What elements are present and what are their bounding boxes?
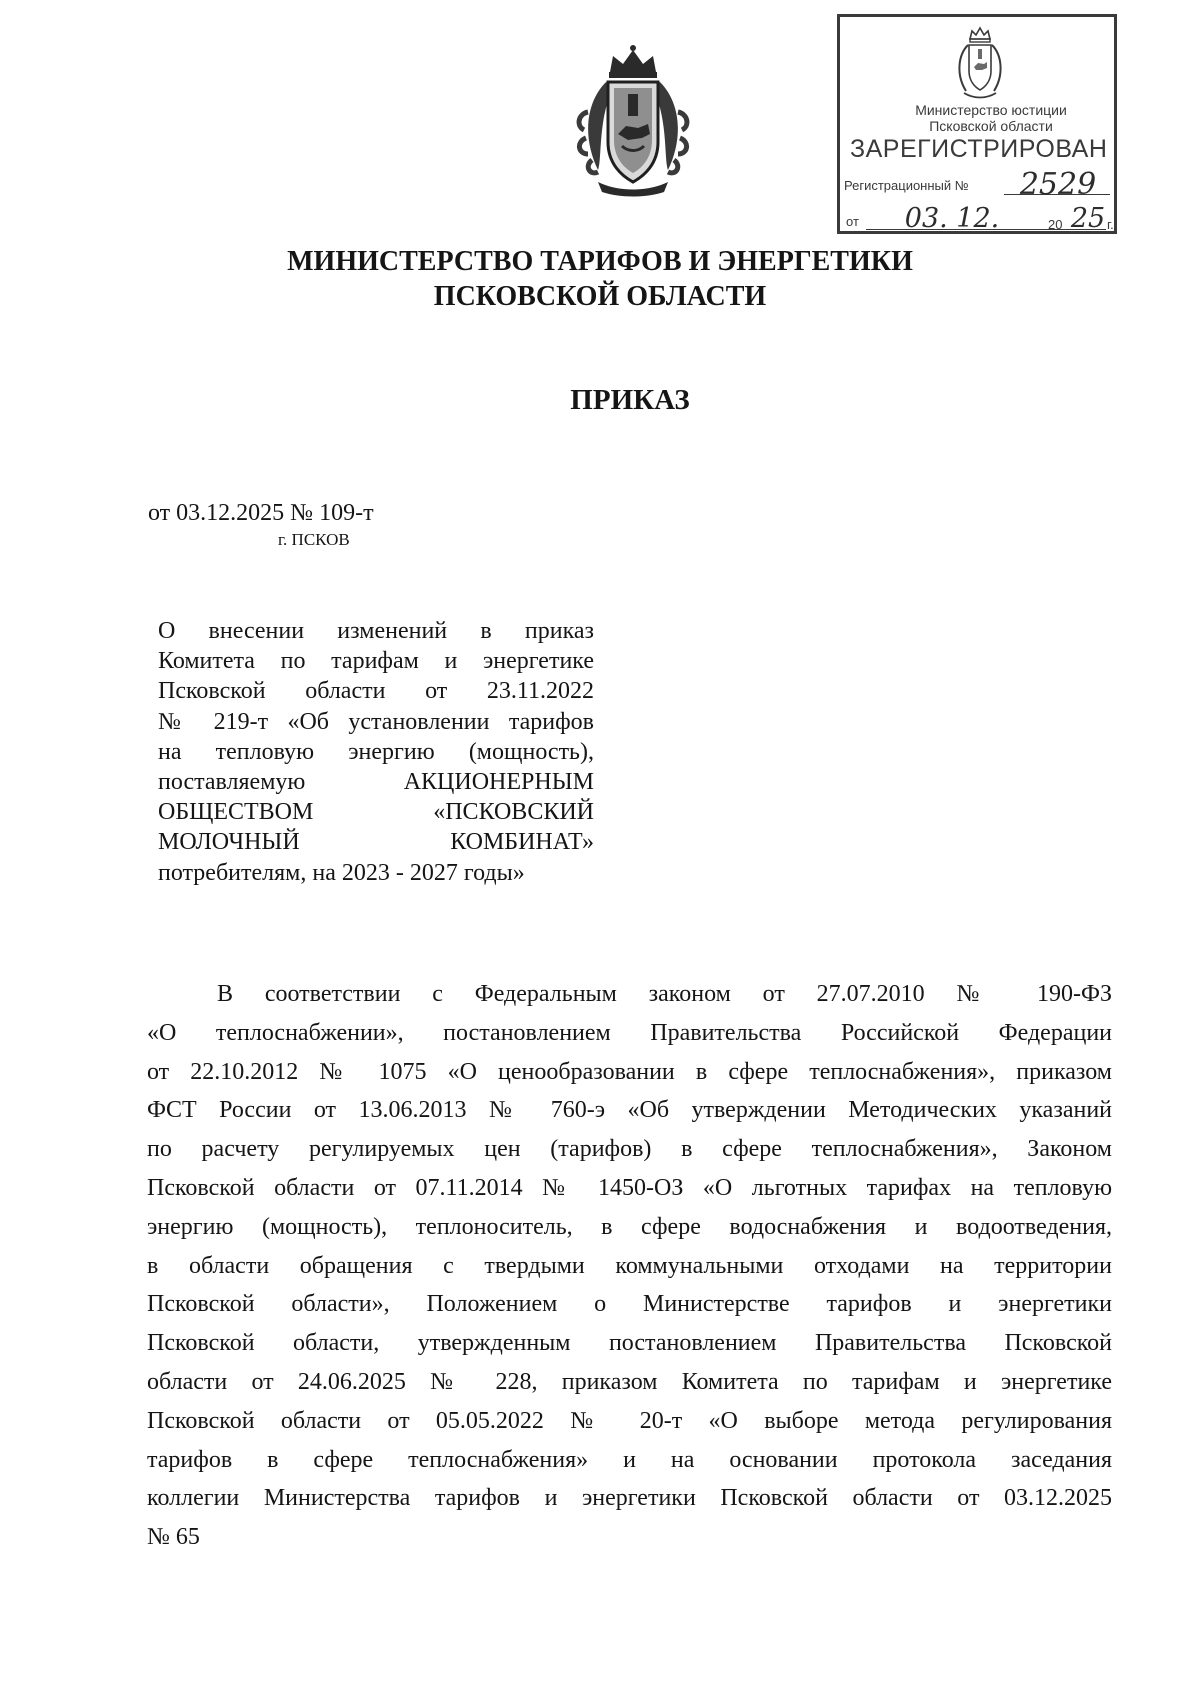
body-line: по расчету регулируемых цен (тарифов) в сфере теплоснабжения», Законом bbox=[147, 1136, 1112, 1163]
body-line: тарифов в сфере теплоснабжения» и на основании протокола заседания bbox=[147, 1446, 1112, 1473]
stamp-date-prefix: от bbox=[846, 214, 859, 229]
body-line: № 65 bbox=[147, 1524, 200, 1551]
document-type-title: ПРИКАЗ bbox=[570, 384, 690, 416]
order-date-number: от 03.12.2025 № 109-т bbox=[148, 500, 374, 526]
body-line: Псковской области, утвержденным постановлением Правительства Псковской bbox=[147, 1330, 1112, 1357]
stamp-status: ЗАРЕГИСТРИРОВАН bbox=[850, 135, 1108, 163]
subject-line: ОБЩЕСТВОМ «ПСКОВСКИЙ bbox=[158, 799, 594, 826]
stamp-org-line1: Министерство юстиции bbox=[915, 102, 1067, 118]
ministry-heading bbox=[160, 244, 1040, 314]
body-line: в области обращения с твердыми коммунальными отходами на территории bbox=[147, 1252, 1112, 1279]
order-subject bbox=[158, 616, 594, 888]
body-line: энергию (мощность), теплоноситель, в сфере водоснабжения и водоотведения, bbox=[147, 1213, 1112, 1240]
body-line: области от 24.06.2025 № 228, приказом Комитета по тарифам и энергетике bbox=[147, 1368, 1112, 1395]
stamp-year-prefix: 20 bbox=[1048, 217, 1063, 232]
subject-line: на тепловую энергию (мощность), bbox=[158, 738, 594, 765]
registration-stamp bbox=[837, 14, 1117, 234]
stamp-year-value: 25 bbox=[1070, 203, 1106, 234]
order-city: г. ПСКОВ bbox=[278, 530, 350, 549]
subject-line: поставляемую АКЦИОНЕРНЫМ bbox=[158, 768, 594, 795]
body-line: «О теплоснабжении», постановлением Правительства Российской Федерации bbox=[147, 1019, 1112, 1046]
stamp-reg-number: 2529 bbox=[1019, 167, 1097, 202]
subject-line: потребителям, на 2023 - 2027 годы» bbox=[158, 859, 525, 886]
body-line: Псковской области от 05.05.2022 № 20-т «О выборе метода регулирования bbox=[147, 1407, 1112, 1434]
stamp-org-line2: Псковской области bbox=[929, 118, 1053, 134]
subject-line: № 219-т «Об установлении тарифов bbox=[158, 708, 594, 735]
stamp-date-value: 03. 12. bbox=[904, 203, 1000, 234]
ministry-line1: МИНИСТЕРСТВО ТАРИФОВ И ЭНЕРГЕТИКИ bbox=[287, 246, 913, 277]
subject-line: Псковской области от 23.11.2022 bbox=[158, 678, 594, 705]
body-line: Псковской области», Положением о Министерстве тарифов и энергетики bbox=[147, 1291, 1112, 1318]
body-line: Псковской области от 07.11.2014 № 1450-ОЗ «О льготных тарифах на тепловую bbox=[147, 1174, 1112, 1201]
coat-of-arms-icon bbox=[568, 42, 698, 197]
subject-line: МОЛОЧНЫЙ КОМБИНАТ» bbox=[158, 829, 594, 856]
subject-line: О внесении изменений в приказ bbox=[158, 618, 594, 644]
body-line: коллегии Министерства тарифов и энергетики Псковской области от 03.12.2025 bbox=[147, 1485, 1112, 1512]
body-line: от 22.10.2012 № 1075 «О ценообразовании в сфере теплоснабжения», приказом bbox=[147, 1058, 1112, 1085]
stamp-reg-number-label: Регистрационный № bbox=[844, 178, 969, 193]
stamp-year-suffix: г. bbox=[1107, 217, 1114, 232]
order-preamble bbox=[147, 975, 1112, 1557]
body-line: ФСТ России от 13.06.2013 № 760-э «Об утверждении Методических указаний bbox=[147, 1097, 1112, 1124]
stamp-emblem-icon bbox=[952, 25, 1008, 101]
ministry-line2: ПСКОВСКОЙ ОБЛАСТИ bbox=[433, 281, 767, 312]
body-line: В соответствии с Федеральным законом от 27.07.2010 № 190-ФЗ bbox=[217, 981, 1112, 1007]
subject-line: Комитета по тарифам и энергетике bbox=[158, 648, 594, 675]
